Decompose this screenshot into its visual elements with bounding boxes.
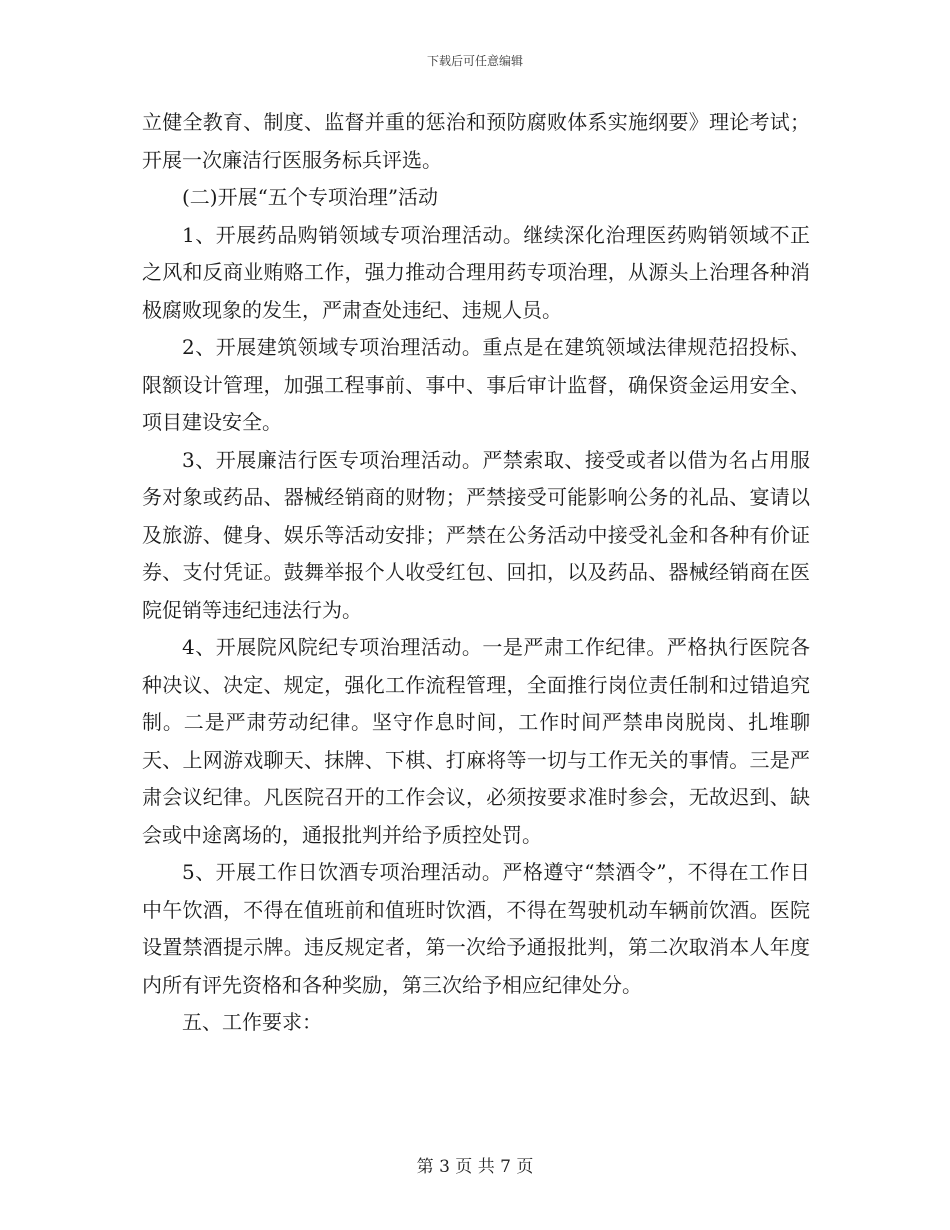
section-heading-work-requirements: 五、工作要求： (182, 1010, 322, 1034)
paragraph-item-5: 5、开展工作日饮酒专项治理活动。严格遵守“禁酒令”，不得在工作日中午饮酒，不得在值班前和值班时饮酒，不得在驾驶机动车辆前饮酒。医院设置禁酒提示牌。违反规定者，第一次给予通报批判，第二次取消本人年度内所有评先资格和各种奖励，第三次给予相应纪律处分。 (142, 860, 810, 997)
paragraph-continuation: 立健全教育、制度、监督并重的惩治和预防腐败体系实施纲要》理论考试；开展一次廉洁行医服务标兵评选。 (142, 110, 810, 172)
section-heading-five-special-treatments: (二)开展“五个专项治理”活动 (182, 185, 439, 209)
paragraph-item-2: 2、开展建筑领域专项治理活动。重点是在建筑领域法律规范招投标、限额设计管理，加强工程事前、事中、事后审计监督，确保资金运用安全、项目建设安全。 (142, 335, 810, 434)
document-body (142, 104, 810, 1042)
page-number-footer: 第 3 页 共 7 页 (416, 1157, 534, 1177)
paragraph-item-3: 3、开展廉洁行医专项治理活动。严禁索取、接受或者以借为名占用服务对象或药品、器械经销商的财物；严禁接受可能影响公务的礼品、宴请以及旅游、健身、娱乐等活动安排；严禁在公务活动中接受礼金和各种有价证券、支付凭证。鼓舞举报个人收受红包、回扣，以及药品、器械经销商在医院促销等违纪违法行为。 (142, 447, 810, 622)
paragraph-item-4: 4、开展院风院纪专项治理活动。一是严肃工作纪律。严格执行医院各种决议、决定、规定，强化工作流程管理，全面推行岗位责任制和过错追究制。二是严肃劳动纪律。坚守作息时间，工作时间严禁串岗脱岗、扎堆聊天、上网游戏聊天、抹牌、下棋、打麻将等一切与工作无关的事情。三是严肃会议纪律。凡医院召开的工作会议，必须按要求准时参会，无故迟到、缺会或中途离场的，通报批判并给予质控处罚。 (142, 635, 810, 847)
page-header: 下载后可任意编辑 (426, 54, 523, 68)
paragraph-item-1: 1、开展药品购销领域专项治理活动。继续深化治理医药购销领域不正之风和反商业贿赂工作，强力推动合理用药专项治理，从源头上治理各种消极腐败现象的发生，严肃查处违纪、违规人员。 (142, 222, 810, 322)
